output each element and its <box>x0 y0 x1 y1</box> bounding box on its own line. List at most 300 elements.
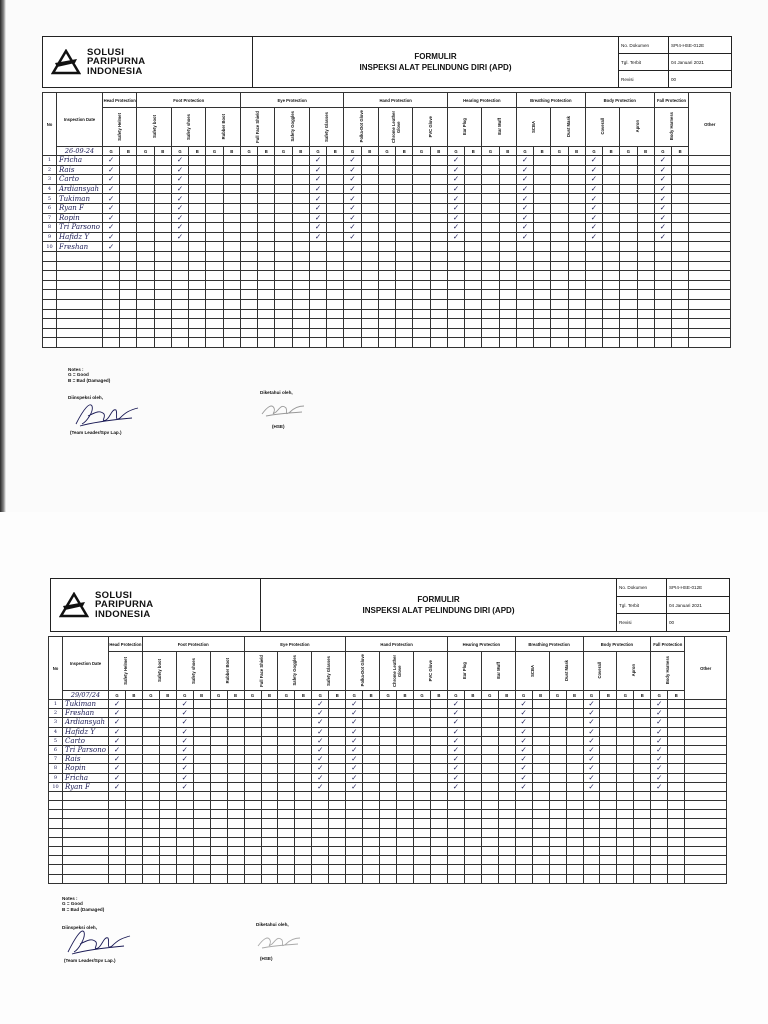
good-cell <box>380 764 397 773</box>
good-code: G <box>240 147 257 156</box>
check-mark: ✓ <box>656 773 663 782</box>
row-number: 10 <box>43 242 57 252</box>
bad-cell <box>227 828 244 837</box>
good-cell <box>413 213 430 223</box>
bad-cell <box>363 727 380 736</box>
bad-cell <box>227 810 244 819</box>
good-cell <box>137 271 154 281</box>
good-cell <box>414 727 431 736</box>
check-mark: ✓ <box>107 241 115 251</box>
bad-cell <box>154 319 171 329</box>
item-header <box>583 652 617 691</box>
good-cell <box>137 175 154 185</box>
other-cell <box>685 847 727 856</box>
bad-cell <box>329 745 346 754</box>
good-code: G <box>414 691 431 700</box>
good-cell <box>176 865 193 874</box>
good-cell <box>312 782 329 791</box>
check-mark: ✓ <box>656 736 663 745</box>
bad-cell <box>327 319 344 329</box>
bad-cell <box>189 299 206 309</box>
bad-cell <box>258 194 275 204</box>
good-cell <box>176 837 193 846</box>
bad-cell <box>292 261 309 271</box>
other-cell <box>685 727 727 736</box>
bad-cell <box>668 773 685 782</box>
good-cell <box>583 727 600 736</box>
good-cell <box>346 709 363 718</box>
revision-label: Revisi <box>619 71 669 87</box>
check-mark: ✓ <box>113 727 121 736</box>
good-cell <box>244 736 261 745</box>
other-cell <box>685 745 727 754</box>
good-cell <box>549 718 566 727</box>
bad-cell <box>327 280 344 290</box>
good-cell <box>275 165 292 175</box>
row-number <box>43 299 57 309</box>
row-number <box>49 810 63 819</box>
bad-cell <box>125 736 142 745</box>
good-cell <box>176 773 193 782</box>
bad-code: B <box>464 691 481 700</box>
bad-cell <box>532 745 549 754</box>
worker-name <box>57 280 103 290</box>
good-cell <box>651 709 668 718</box>
item-header <box>278 652 312 691</box>
good-cell <box>651 874 668 883</box>
check-mark: ✓ <box>314 174 322 184</box>
good-cell <box>312 755 329 764</box>
bad-cell <box>396 156 413 166</box>
row-number: 5 <box>49 736 63 745</box>
good-cell <box>617 837 634 846</box>
check-mark: ✓ <box>314 155 322 165</box>
good-cell <box>278 700 295 709</box>
bad-cell <box>534 328 551 338</box>
bad-cell <box>566 791 583 800</box>
good-code: G <box>583 691 600 700</box>
col-date-header: Inspection Date <box>57 93 103 147</box>
bad-cell <box>566 718 583 727</box>
good-cell <box>378 261 395 271</box>
good-cell <box>278 764 295 773</box>
bad-cell <box>258 328 275 338</box>
good-cell <box>617 709 634 718</box>
good-cell <box>109 736 126 745</box>
other-cell <box>689 280 731 290</box>
bad-cell <box>120 271 137 281</box>
good-cell <box>244 791 261 800</box>
good-cell <box>549 837 566 846</box>
bad-cell <box>603 251 620 261</box>
bad-cell <box>329 819 346 828</box>
bad-cell <box>668 709 685 718</box>
table-row <box>49 865 727 874</box>
good-cell <box>583 709 600 718</box>
bad-cell <box>363 709 380 718</box>
bad-cell <box>397 865 414 874</box>
table-row <box>43 261 731 271</box>
table-row <box>49 791 727 800</box>
check-mark: ✓ <box>452 222 460 232</box>
row-number <box>49 856 63 865</box>
bad-cell <box>258 290 275 300</box>
hse-signature-scribble <box>254 930 304 952</box>
bad-cell <box>397 700 414 709</box>
item-header <box>617 652 651 691</box>
bad-cell <box>189 271 206 281</box>
check-mark: ✓ <box>349 203 356 213</box>
good-cell <box>413 203 430 213</box>
form-title-line1: FORMULIR <box>414 52 457 61</box>
good-cell <box>142 847 159 856</box>
other-cell <box>685 709 727 718</box>
col-other-header: Other <box>689 93 731 156</box>
bad-cell <box>120 290 137 300</box>
good-cell <box>109 828 126 837</box>
check-mark: ✓ <box>181 736 188 745</box>
good-cell <box>413 184 430 194</box>
bad-code: B <box>396 147 413 156</box>
bad-cell <box>295 764 312 773</box>
bad-cell <box>361 165 378 175</box>
check-mark: ✓ <box>521 232 529 242</box>
good-cell <box>414 755 431 764</box>
bad-cell <box>327 232 344 242</box>
other-cell <box>689 309 731 319</box>
check-mark: ✓ <box>317 773 324 782</box>
item-header <box>346 652 380 691</box>
bad-cell <box>396 328 413 338</box>
good-cell <box>378 175 395 185</box>
bad-cell <box>534 251 551 261</box>
bad-cell <box>430 865 447 874</box>
issue-date-label: Tgl. Terbit <box>619 54 669 70</box>
good-cell <box>515 828 532 837</box>
bad-cell <box>532 847 549 856</box>
worker-name: Carto <box>57 175 103 185</box>
good-cell <box>344 203 361 213</box>
good-cell <box>210 847 227 856</box>
good-cell <box>142 837 159 846</box>
good-cell <box>176 700 193 709</box>
bad-cell <box>668 856 685 865</box>
bad-cell <box>295 773 312 782</box>
good-cell <box>549 856 566 865</box>
check-mark: ✓ <box>588 754 595 764</box>
good-cell <box>244 727 261 736</box>
good-cell <box>617 764 634 773</box>
bad-cell <box>498 791 515 800</box>
good-code: G <box>515 691 532 700</box>
good-cell <box>654 232 671 242</box>
check-mark: ✓ <box>452 773 460 782</box>
row-number <box>49 828 63 837</box>
good-cell <box>309 213 326 223</box>
good-cell <box>482 271 499 281</box>
bad-cell <box>361 328 378 338</box>
bad-cell <box>120 319 137 329</box>
check-mark: ✓ <box>656 754 663 764</box>
bad-cell <box>603 271 620 281</box>
bad-cell <box>154 251 171 261</box>
good-cell <box>171 242 188 252</box>
bad-cell <box>600 801 617 810</box>
good-cell <box>515 819 532 828</box>
good-cell <box>654 175 671 185</box>
bad-cell <box>634 764 651 773</box>
bad-cell <box>125 865 142 874</box>
good-cell <box>413 242 430 252</box>
group-header: Fall Protection <box>651 637 685 652</box>
bad-cell <box>396 290 413 300</box>
good-cell <box>413 309 430 319</box>
good-cell <box>414 837 431 846</box>
bad-cell <box>295 782 312 791</box>
check-mark: ✓ <box>113 736 121 745</box>
good-cell <box>380 856 397 865</box>
bad-cell <box>634 745 651 754</box>
bad-cell <box>154 213 171 223</box>
bad-cell <box>566 801 583 810</box>
bad-cell <box>227 764 244 773</box>
good-cell <box>346 865 363 874</box>
bad-cell <box>600 865 617 874</box>
good-cell <box>447 165 464 175</box>
check-mark: ✓ <box>113 754 121 764</box>
item-header <box>551 108 586 147</box>
form-title-line2: INSPEKSI ALAT PELINDUNG DIRI (APD) <box>362 606 515 615</box>
good-cell <box>414 810 431 819</box>
bad-cell <box>568 175 585 185</box>
company-name-2: PARIPURNA <box>87 56 146 68</box>
bad-cell <box>223 261 240 271</box>
good-cell <box>309 251 326 261</box>
good-cell <box>103 242 120 252</box>
good-cell <box>176 828 193 837</box>
good-cell <box>380 847 397 856</box>
bad-cell <box>292 232 309 242</box>
good-cell <box>481 755 498 764</box>
row-number: 6 <box>43 203 57 213</box>
good-cell <box>275 338 292 348</box>
bad-cell <box>189 280 206 290</box>
check-mark: ✓ <box>656 699 663 709</box>
good-cell <box>380 810 397 819</box>
other-cell <box>685 837 727 846</box>
good-cell <box>210 745 227 754</box>
bad-cell <box>363 791 380 800</box>
good-cell <box>275 290 292 300</box>
bad-cell <box>672 290 689 300</box>
check-mark: ✓ <box>349 213 356 222</box>
bad-code: B <box>668 691 685 700</box>
good-cell <box>275 194 292 204</box>
good-cell <box>240 290 257 300</box>
good-cell <box>344 223 361 233</box>
check-mark: ✓ <box>314 203 322 213</box>
good-cell <box>583 700 600 709</box>
bad-cell <box>329 828 346 837</box>
hse-role-label: (HSE) <box>272 424 285 429</box>
bad-code: B <box>672 147 689 156</box>
good-cell <box>137 280 154 290</box>
table-row <box>43 194 731 204</box>
check-mark: ✓ <box>659 213 667 222</box>
good-cell <box>142 801 159 810</box>
good-cell <box>413 280 430 290</box>
good-cell <box>378 299 395 309</box>
good-cell <box>414 856 431 865</box>
check-mark: ✓ <box>351 754 358 764</box>
bad-cell <box>261 736 278 745</box>
good-cell <box>551 203 568 213</box>
good-cell <box>278 773 295 782</box>
notes-good: G = Good <box>62 901 83 907</box>
good-cell <box>620 156 637 166</box>
good-cell <box>651 801 668 810</box>
bad-cell <box>672 156 689 166</box>
bad-cell <box>327 309 344 319</box>
item-label: Polka-Dot Glove <box>360 654 366 687</box>
good-cell <box>585 213 602 223</box>
good-cell <box>414 700 431 709</box>
good-cell <box>651 718 668 727</box>
good-cell <box>346 745 363 754</box>
bad-cell <box>329 718 346 727</box>
good-cell <box>585 338 602 348</box>
check-mark: ✓ <box>588 745 595 755</box>
good-cell <box>515 810 532 819</box>
bad-cell <box>397 847 414 856</box>
check-mark: ✓ <box>314 165 322 174</box>
bad-cell <box>568 194 585 204</box>
good-cell <box>378 242 395 252</box>
bad-cell <box>672 338 689 348</box>
good-cell <box>240 223 257 233</box>
bad-cell <box>361 156 378 166</box>
check-mark: ✓ <box>176 203 184 213</box>
bad-cell <box>498 764 515 773</box>
good-cell <box>142 764 159 773</box>
row-number: 2 <box>49 709 63 718</box>
item-header <box>481 652 515 691</box>
good-cell <box>585 290 602 300</box>
bad-cell <box>600 718 617 727</box>
good-cell <box>210 791 227 800</box>
bad-cell <box>159 745 176 754</box>
good-cell <box>413 175 430 185</box>
good-cell <box>551 213 568 223</box>
bad-cell <box>327 223 344 233</box>
good-cell <box>551 319 568 329</box>
good-cell <box>549 700 566 709</box>
good-code: G <box>413 147 430 156</box>
good-cell <box>275 156 292 166</box>
good-cell <box>103 223 120 233</box>
bad-cell <box>397 745 414 754</box>
bad-cell <box>499 328 516 338</box>
good-cell <box>620 338 637 348</box>
bad-cell <box>258 261 275 271</box>
good-cell <box>378 338 395 348</box>
bad-cell <box>154 338 171 348</box>
bad-cell <box>120 309 137 319</box>
bad-cell <box>361 261 378 271</box>
good-cell <box>275 271 292 281</box>
bad-cell <box>430 700 447 709</box>
bad-cell <box>637 213 654 223</box>
table-row <box>43 203 731 213</box>
bad-cell <box>498 700 515 709</box>
good-cell <box>137 338 154 348</box>
check-mark: ✓ <box>588 736 595 745</box>
bad-cell <box>498 745 515 754</box>
bad-cell <box>499 213 516 223</box>
good-cell <box>447 319 464 329</box>
form-header <box>42 36 732 88</box>
good-cell <box>312 736 329 745</box>
bad-cell <box>159 773 176 782</box>
good-cell <box>413 232 430 242</box>
good-cell <box>109 874 126 883</box>
check-mark: ✓ <box>349 155 356 165</box>
bad-cell <box>634 847 651 856</box>
worker-name: Ropin <box>63 764 109 773</box>
bad-cell <box>498 727 515 736</box>
good-code: G <box>549 691 566 700</box>
bad-cell <box>568 203 585 213</box>
good-code: G <box>651 691 668 700</box>
good-cell <box>482 232 499 242</box>
good-cell <box>481 773 498 782</box>
worker-name <box>57 251 103 261</box>
good-cell <box>309 338 326 348</box>
good-cell <box>171 338 188 348</box>
bad-cell <box>120 328 137 338</box>
check-mark: ✓ <box>181 727 188 736</box>
good-cell <box>551 290 568 300</box>
item-header <box>482 108 517 147</box>
bad-cell <box>261 847 278 856</box>
bad-cell <box>295 828 312 837</box>
bad-cell <box>600 736 617 745</box>
form-title-line2: INSPEKSI ALAT PELINDUNG DIRI (APD) <box>359 63 512 72</box>
good-cell <box>176 801 193 810</box>
group-header: Hearing Protection <box>447 93 516 108</box>
check-mark: ✓ <box>317 717 324 727</box>
bad-cell <box>396 251 413 261</box>
check-mark: ✓ <box>181 708 188 718</box>
good-cell <box>312 791 329 800</box>
bad-cell <box>499 175 516 185</box>
bad-cell <box>499 271 516 281</box>
good-cell <box>447 755 464 764</box>
good-cell <box>309 165 326 175</box>
other-cell <box>689 175 731 185</box>
item-header <box>447 108 481 147</box>
bad-cell <box>568 280 585 290</box>
bad-cell <box>223 280 240 290</box>
good-cell <box>651 745 668 754</box>
good-cell <box>206 203 223 213</box>
item-header <box>414 652 448 691</box>
bad-cell <box>634 865 651 874</box>
other-cell <box>689 319 731 329</box>
row-number: 2 <box>43 165 57 175</box>
bad-cell <box>125 782 142 791</box>
bad-cell <box>634 819 651 828</box>
